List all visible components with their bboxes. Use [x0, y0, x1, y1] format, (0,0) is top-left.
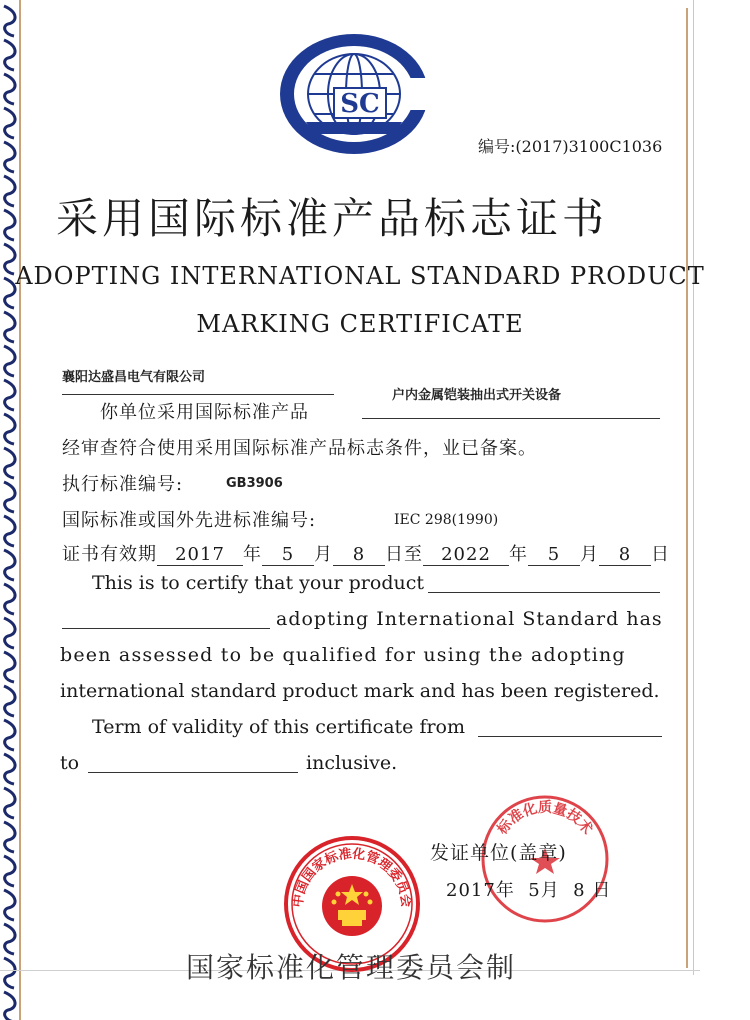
- validity-label: 证书有效期: [62, 544, 157, 565]
- issue-month: 5: [528, 880, 541, 901]
- en-to-label: to: [60, 752, 80, 774]
- logo-letters: SC: [340, 89, 380, 119]
- en-paragraph-line2: adopting International Standard has: [276, 608, 663, 630]
- issue-date: [446, 876, 611, 902]
- validity-from-month: 5: [262, 544, 314, 566]
- en-paragraph-line1: This is to certify that your product: [92, 572, 425, 594]
- footer-clip: [186, 951, 546, 984]
- validity-from-year: 2017: [157, 544, 243, 566]
- issue-day-char: 日: [592, 880, 612, 901]
- issue-month-char: 月: [540, 880, 560, 901]
- issue-year: 2017: [446, 880, 496, 901]
- en-paragraph-line5: Term of validity of this certificate from: [92, 716, 466, 738]
- national-seal-text: 中国国家标准化管理委员会: [290, 846, 414, 909]
- to-char: 至: [404, 544, 423, 565]
- intl-standard-label: 国际标准或国外先进标准编号:: [62, 510, 317, 531]
- cn-text-line2: 经审查符合使用采用国际标准产品标志条件，业已备案。: [62, 438, 537, 459]
- right-border-line: [686, 8, 688, 968]
- month-char: 月: [314, 544, 333, 565]
- day-char: 日: [385, 544, 404, 565]
- title-english-line1: ADOPTING INTERNATIONAL STANDARD PRODUCT: [15, 262, 705, 290]
- svg-text:标准化质量技术: [493, 799, 596, 838]
- validity-to-year: 2022: [423, 544, 509, 566]
- right-edge-line: [693, 0, 694, 975]
- year-char: 年: [243, 544, 262, 565]
- validity-to-day: 8: [599, 544, 651, 566]
- product-name: 户内金属铠装抽出式开关设备: [392, 388, 562, 403]
- csc-logo: [276, 30, 436, 158]
- standard-label: 执行标准编号:: [62, 474, 184, 495]
- title-english-line2: MARKING CERTIFICATE: [196, 310, 524, 338]
- issuer-label: 发证单位(盖章): [430, 842, 567, 864]
- issuer-seal-text: 标准化质量技术: [494, 800, 596, 838]
- validity-from-day: 8: [333, 544, 385, 566]
- standard-value: GB3906: [226, 476, 283, 491]
- en-inclusive-label: inclusive.: [306, 752, 398, 774]
- title-chinese: 采用国际标准产品标志证书: [56, 194, 609, 243]
- issue-day: 8: [573, 880, 586, 901]
- year-char-2: 年: [509, 544, 528, 565]
- en-paragraph-line3: been assessed to be qualified for using the adopting: [60, 644, 626, 666]
- validity-row: [62, 540, 670, 566]
- end-char: 日: [651, 544, 670, 565]
- cn-text-line1: 你单位采用国际标准产品: [100, 402, 309, 423]
- certificate-number-value: (2017)3100C1036: [515, 137, 663, 156]
- issue-year-char: 年: [495, 880, 515, 901]
- ornamental-border: [0, 0, 24, 1020]
- certificate-number: [478, 134, 662, 157]
- en-paragraph-line4: international standard product mark and has been registered.: [60, 680, 660, 702]
- validity-to-month: 5: [528, 544, 580, 566]
- certificate-number-label: 编号:: [478, 137, 516, 156]
- month-char-2: 月: [580, 544, 599, 565]
- intl-standard-value: IEC 298(1990): [394, 512, 499, 528]
- footer-issuer: 国家标准化管理委员会制: [186, 951, 517, 984]
- company-name: 襄阳达盛昌电气有限公司: [62, 370, 206, 385]
